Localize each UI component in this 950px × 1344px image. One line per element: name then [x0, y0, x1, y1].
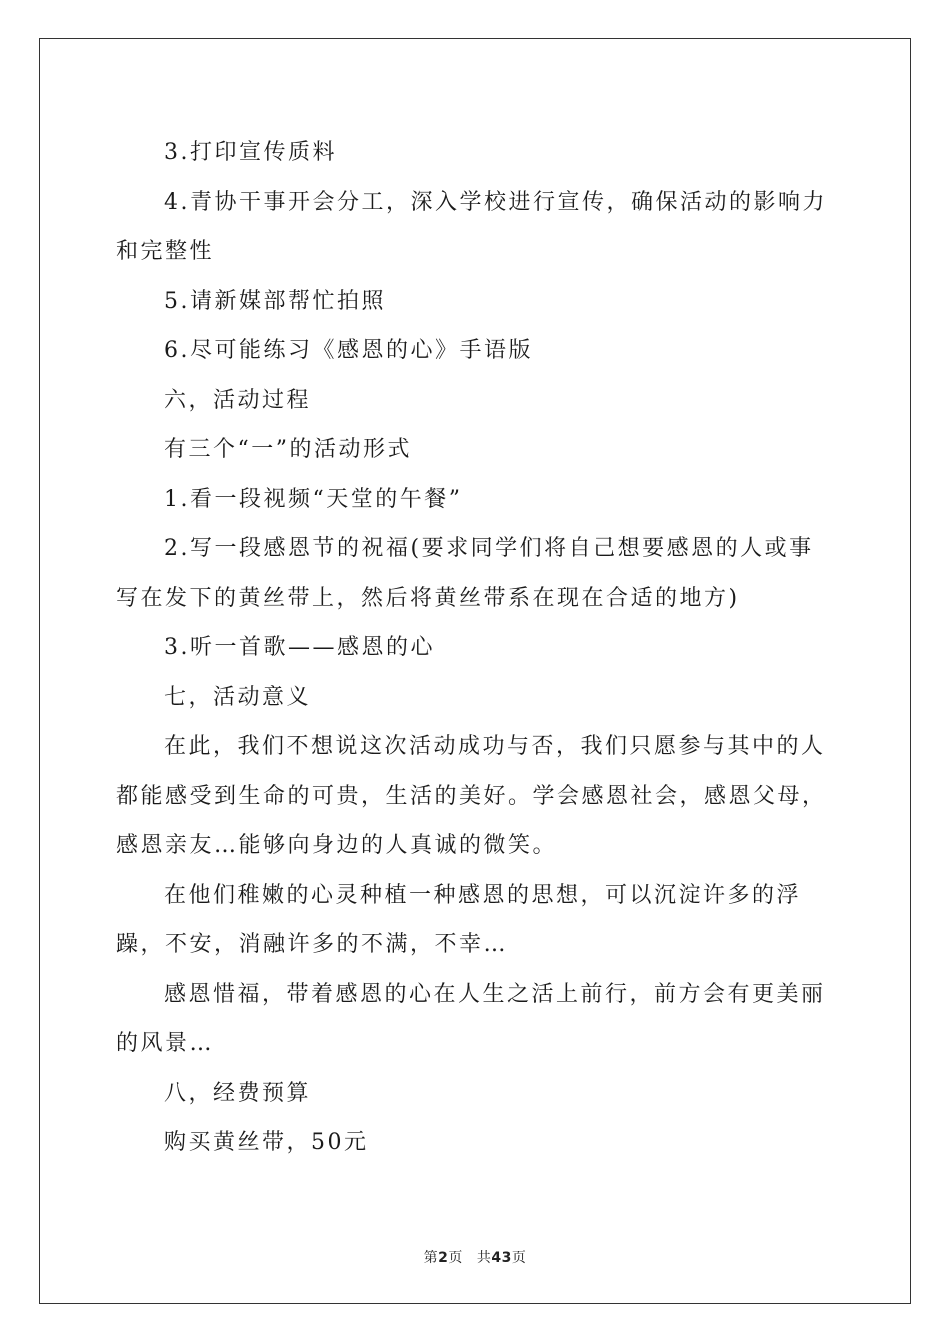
- section-heading-significance: 七，活动意义: [164, 684, 312, 710]
- paragraph-sign-language: 6.尽可能练习《感恩的心》手语版: [164, 338, 533, 363]
- page-current: 2: [438, 1250, 449, 1266]
- paragraph-activity-forms: 有三个“一”的活动形式: [164, 437, 412, 462]
- total-prefix: 共: [476, 1250, 492, 1266]
- paragraph-listen-song: 3.听一首歌——感恩的心: [164, 635, 435, 660]
- paragraph-budget-item: 购买黄丝带，50元: [164, 1130, 369, 1155]
- total-suffix: 页: [511, 1250, 527, 1266]
- page-footer: [0, 1247, 950, 1267]
- document-body: [116, 128, 836, 1168]
- paragraph-photography: 5.请新媒部帮忙拍照: [164, 288, 386, 314]
- paragraph-write-blessing: 2.写一段感恩节的祝福(要求同学们将自己想要感恩的人或事写在发下的黄丝带上，然后将黄丝带系在现在合适的地方): [116, 536, 814, 611]
- paragraph-significance-2: 在他们稚嫩的心灵种植一种感恩的思想，可以沉淀许多的浮躁，不安，消融许多的不满，不幸…: [116, 882, 802, 957]
- page-total: 43: [491, 1250, 512, 1266]
- paragraph-watch-video: 1.看一段视频“天堂的午餐”: [164, 486, 463, 512]
- page-suffix: 页: [448, 1250, 463, 1266]
- section-heading-budget: 八，经费预算: [164, 1080, 312, 1106]
- paragraph-significance-3: 感恩惜福，带着感恩的心在人生之活上前行，前方会有更美丽的风景…: [116, 981, 826, 1056]
- page-prefix: 第: [423, 1250, 439, 1266]
- paragraph-division-of-work: 4.青协干事开会分工，深入学校进行宣传，确保活动的影响力和完整性: [116, 189, 827, 264]
- section-heading-process: 六，活动过程: [164, 387, 312, 413]
- paragraph-significance-1: 在此，我们不想说这次活动成功与否，我们只愿参与其中的人都能感受到生命的可贵，生活的美好。学会感恩社会，感恩父母，感恩亲友…能够向身边的人真诚的微笑。: [116, 734, 827, 858]
- paragraph-print-materials: 3.打印宣传质料: [164, 140, 337, 165]
